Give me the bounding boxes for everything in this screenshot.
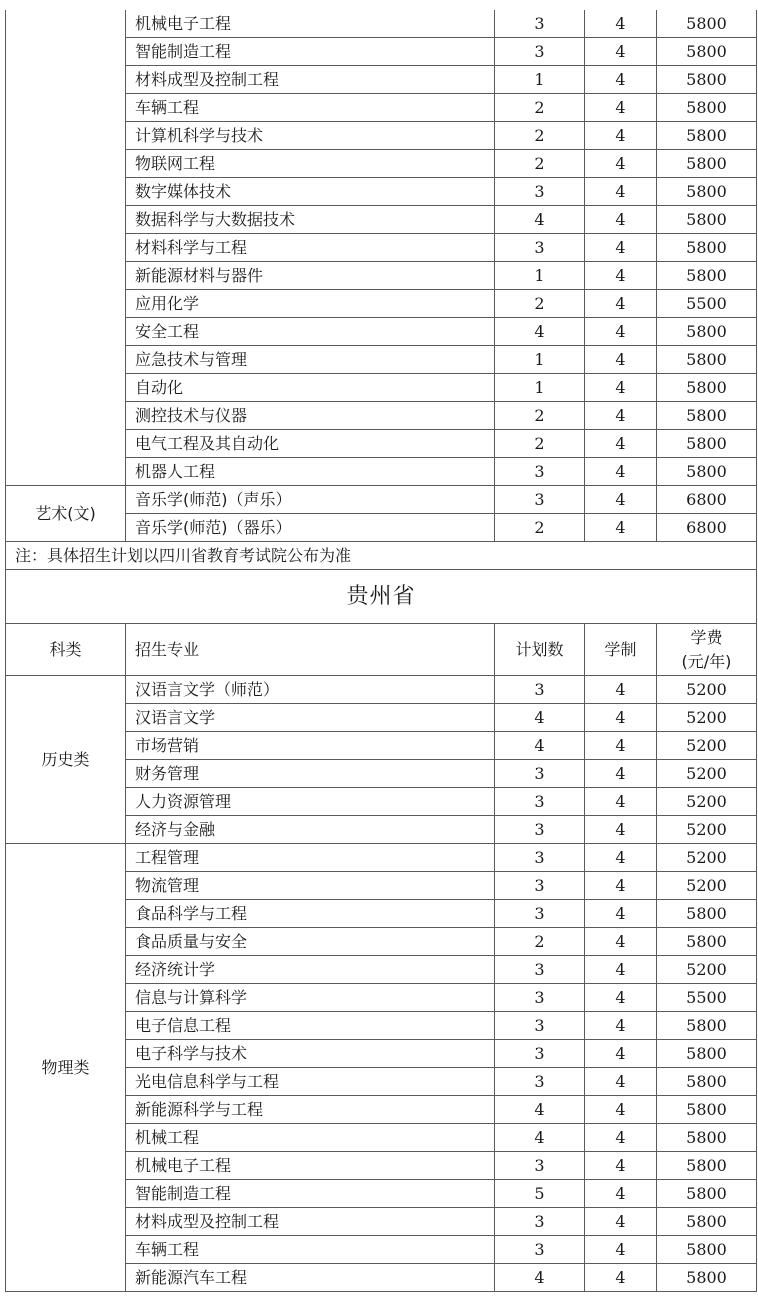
duration-cell: 4: [585, 66, 657, 94]
plan-count-cell: 3: [495, 1068, 585, 1096]
duration-cell: 4: [585, 984, 657, 1012]
plan-count-cell: 4: [495, 732, 585, 760]
tuition-cell: 6800: [657, 514, 757, 542]
plan-count-cell: 3: [495, 984, 585, 1012]
tuition-cell: 5200: [657, 816, 757, 844]
tuition-cell: 5800: [657, 10, 757, 38]
duration-cell: 4: [585, 150, 657, 178]
tuition-cell: 6800: [657, 486, 757, 514]
header-fee: [657, 624, 757, 676]
plan-count-cell: 3: [495, 844, 585, 872]
plan-count-cell: 2: [495, 150, 585, 178]
major-cell: 车辆工程: [126, 94, 495, 122]
plan-count-cell: 3: [495, 676, 585, 704]
table-row: [6, 676, 757, 704]
major-cell: 食品科学与工程: [126, 900, 495, 928]
major-cell: 机械电子工程: [126, 10, 495, 38]
plan-count-cell: 3: [495, 956, 585, 984]
major-cell: 物流管理: [126, 872, 495, 900]
tuition-cell: 5200: [657, 732, 757, 760]
duration-cell: 4: [585, 1208, 657, 1236]
duration-cell: 4: [585, 94, 657, 122]
plan-count-cell: 1: [495, 66, 585, 94]
major-cell: 新能源材料与器件: [126, 262, 495, 290]
tuition-cell: 5200: [657, 676, 757, 704]
duration-cell: 4: [585, 1068, 657, 1096]
plan-count-cell: 3: [495, 872, 585, 900]
duration-cell: 4: [585, 816, 657, 844]
note-row: [6, 542, 757, 570]
tuition-cell: 5800: [657, 1124, 757, 1152]
header-plan: 计划数: [495, 624, 585, 676]
major-cell: 材料成型及控制工程: [126, 1208, 495, 1236]
major-cell: 机器人工程: [126, 458, 495, 486]
tuition-cell: 5800: [657, 206, 757, 234]
plan-count-cell: 2: [495, 122, 585, 150]
category-cell: [6, 10, 126, 486]
plan-count-cell: 3: [495, 1040, 585, 1068]
major-cell: 人力资源管理: [126, 788, 495, 816]
duration-cell: 4: [585, 928, 657, 956]
duration-cell: 4: [585, 844, 657, 872]
tuition-cell: 5800: [657, 1180, 757, 1208]
major-cell: 数字媒体技术: [126, 178, 495, 206]
duration-cell: 4: [585, 234, 657, 262]
plan-count-cell: 1: [495, 346, 585, 374]
duration-cell: 4: [585, 38, 657, 66]
header-years: 学制: [585, 624, 657, 676]
major-cell: 汉语言文学（师范）: [126, 676, 495, 704]
header-major: 招生专业: [126, 624, 495, 676]
tuition-cell: 5800: [657, 122, 757, 150]
duration-cell: 4: [585, 486, 657, 514]
plan-count-cell: 3: [495, 788, 585, 816]
major-cell: 智能制造工程: [126, 38, 495, 66]
header-category: 科类: [6, 624, 126, 676]
tuition-cell: 5200: [657, 704, 757, 732]
major-cell: 电气工程及其自动化: [126, 430, 495, 458]
plan-count-cell: 4: [495, 318, 585, 346]
tuition-cell: 5500: [657, 290, 757, 318]
duration-cell: 4: [585, 290, 657, 318]
tuition-cell: 5800: [657, 1264, 757, 1292]
duration-cell: 4: [585, 122, 657, 150]
plan-count-cell: 2: [495, 290, 585, 318]
plan-count-cell: 3: [495, 10, 585, 38]
tuition-cell: 5800: [657, 262, 757, 290]
tuition-cell: 5800: [657, 150, 757, 178]
duration-cell: 4: [585, 430, 657, 458]
major-cell: 测控技术与仪器: [126, 402, 495, 430]
duration-cell: 4: [585, 206, 657, 234]
plan-count-cell: 3: [495, 178, 585, 206]
major-cell: 音乐学(师范)（器乐）: [126, 514, 495, 542]
plan-count-cell: 3: [495, 234, 585, 262]
duration-cell: 4: [585, 1180, 657, 1208]
major-cell: 计算机科学与技术: [126, 122, 495, 150]
tuition-cell: 5800: [657, 346, 757, 374]
tuition-cell: 5800: [657, 458, 757, 486]
plan-count-cell: 4: [495, 1264, 585, 1292]
plan-count-cell: 3: [495, 458, 585, 486]
duration-cell: 4: [585, 1040, 657, 1068]
plan-count-cell: 4: [495, 1124, 585, 1152]
plan-count-cell: 2: [495, 402, 585, 430]
major-cell: 机械工程: [126, 1124, 495, 1152]
duration-cell: 4: [585, 458, 657, 486]
plan-count-cell: 5: [495, 1180, 585, 1208]
plan-count-cell: 3: [495, 38, 585, 66]
major-cell: 安全工程: [126, 318, 495, 346]
major-cell: 汉语言文学: [126, 704, 495, 732]
plan-count-cell: 3: [495, 760, 585, 788]
duration-cell: 4: [585, 704, 657, 732]
header-fee-unit: (元/年): [681, 651, 732, 671]
duration-cell: 4: [585, 374, 657, 402]
tuition-cell: 5500: [657, 984, 757, 1012]
tuition-cell: 5800: [657, 234, 757, 262]
duration-cell: 4: [585, 760, 657, 788]
tuition-cell: 5800: [657, 374, 757, 402]
category-cell: 历史类: [6, 676, 126, 844]
tuition-cell: 5200: [657, 844, 757, 872]
duration-cell: 4: [585, 10, 657, 38]
plan-count-cell: 3: [495, 1208, 585, 1236]
major-cell: 信息与计算科学: [126, 984, 495, 1012]
duration-cell: 4: [585, 676, 657, 704]
duration-cell: 4: [585, 1012, 657, 1040]
tuition-cell: 5800: [657, 66, 757, 94]
plan-count-cell: 4: [495, 1096, 585, 1124]
major-cell: 新能源科学与工程: [126, 1096, 495, 1124]
enrollment-table-body: [6, 10, 757, 1292]
tuition-cell: 5800: [657, 900, 757, 928]
tuition-cell: 5200: [657, 872, 757, 900]
tuition-cell: 5800: [657, 94, 757, 122]
plan-count-cell: 3: [495, 486, 585, 514]
plan-count-cell: 3: [495, 1012, 585, 1040]
major-cell: 财务管理: [126, 760, 495, 788]
plan-count-cell: 4: [495, 704, 585, 732]
duration-cell: 4: [585, 1236, 657, 1264]
major-cell: 市场营销: [126, 732, 495, 760]
plan-count-cell: 3: [495, 1152, 585, 1180]
major-cell: 自动化: [126, 374, 495, 402]
tuition-cell: 5800: [657, 1012, 757, 1040]
plan-count-cell: 2: [495, 928, 585, 956]
duration-cell: 4: [585, 514, 657, 542]
tuition-cell: 5800: [657, 178, 757, 206]
duration-cell: 4: [585, 1152, 657, 1180]
duration-cell: 4: [585, 1264, 657, 1292]
major-cell: 经济统计学: [126, 956, 495, 984]
tuition-cell: 5800: [657, 1208, 757, 1236]
table-row: [6, 10, 757, 38]
major-cell: 食品质量与安全: [126, 928, 495, 956]
duration-cell: 4: [585, 262, 657, 290]
major-cell: 电子科学与技术: [126, 1040, 495, 1068]
tuition-cell: 5800: [657, 318, 757, 346]
duration-cell: 4: [585, 346, 657, 374]
major-cell: 材料科学与工程: [126, 234, 495, 262]
note-text: 注：具体招生计划以四川省教育考试院公布为准: [6, 542, 757, 570]
major-cell: 音乐学(师范)（声乐）: [126, 486, 495, 514]
tuition-cell: 5800: [657, 1236, 757, 1264]
plan-count-cell: 3: [495, 900, 585, 928]
tuition-cell: 5800: [657, 1096, 757, 1124]
plan-count-cell: 1: [495, 374, 585, 402]
table-row: [6, 844, 757, 872]
enrollment-plan-table: [5, 10, 757, 1292]
duration-cell: 4: [585, 732, 657, 760]
tuition-cell: 5800: [657, 1040, 757, 1068]
category-cell: 物理类: [6, 844, 126, 1292]
tuition-cell: 5800: [657, 1068, 757, 1096]
major-cell: 新能源汽车工程: [126, 1264, 495, 1292]
major-cell: 应急技术与管理: [126, 346, 495, 374]
province-title-row: [6, 570, 757, 624]
plan-count-cell: 2: [495, 430, 585, 458]
tuition-cell: 5200: [657, 956, 757, 984]
major-cell: 物联网工程: [126, 150, 495, 178]
major-cell: 经济与金融: [126, 816, 495, 844]
duration-cell: 4: [585, 956, 657, 984]
category-cell: 艺术(文): [6, 486, 126, 542]
duration-cell: 4: [585, 402, 657, 430]
tuition-cell: 5800: [657, 402, 757, 430]
tuition-cell: 5800: [657, 430, 757, 458]
duration-cell: 4: [585, 1096, 657, 1124]
plan-count-cell: 3: [495, 1236, 585, 1264]
major-cell: 工程管理: [126, 844, 495, 872]
duration-cell: 4: [585, 872, 657, 900]
plan-count-cell: 3: [495, 816, 585, 844]
header-row: [6, 624, 757, 676]
header-fee-label: 学费: [690, 627, 723, 647]
duration-cell: 4: [585, 900, 657, 928]
plan-count-cell: 2: [495, 94, 585, 122]
tuition-cell: 5200: [657, 760, 757, 788]
tuition-cell: 5800: [657, 38, 757, 66]
major-cell: 数据科学与大数据技术: [126, 206, 495, 234]
duration-cell: 4: [585, 1124, 657, 1152]
duration-cell: 4: [585, 178, 657, 206]
major-cell: 光电信息科学与工程: [126, 1068, 495, 1096]
table-row: [6, 486, 757, 514]
major-cell: 机械电子工程: [126, 1152, 495, 1180]
tuition-cell: 5200: [657, 788, 757, 816]
duration-cell: 4: [585, 788, 657, 816]
major-cell: 电子信息工程: [126, 1012, 495, 1040]
plan-count-cell: 2: [495, 514, 585, 542]
duration-cell: 4: [585, 318, 657, 346]
tuition-cell: 5800: [657, 1152, 757, 1180]
major-cell: 应用化学: [126, 290, 495, 318]
plan-count-cell: 1: [495, 262, 585, 290]
province-title: 贵州省: [6, 570, 757, 624]
major-cell: 材料成型及控制工程: [126, 66, 495, 94]
tuition-cell: 5800: [657, 928, 757, 956]
major-cell: 智能制造工程: [126, 1180, 495, 1208]
major-cell: 车辆工程: [126, 1236, 495, 1264]
plan-count-cell: 4: [495, 206, 585, 234]
